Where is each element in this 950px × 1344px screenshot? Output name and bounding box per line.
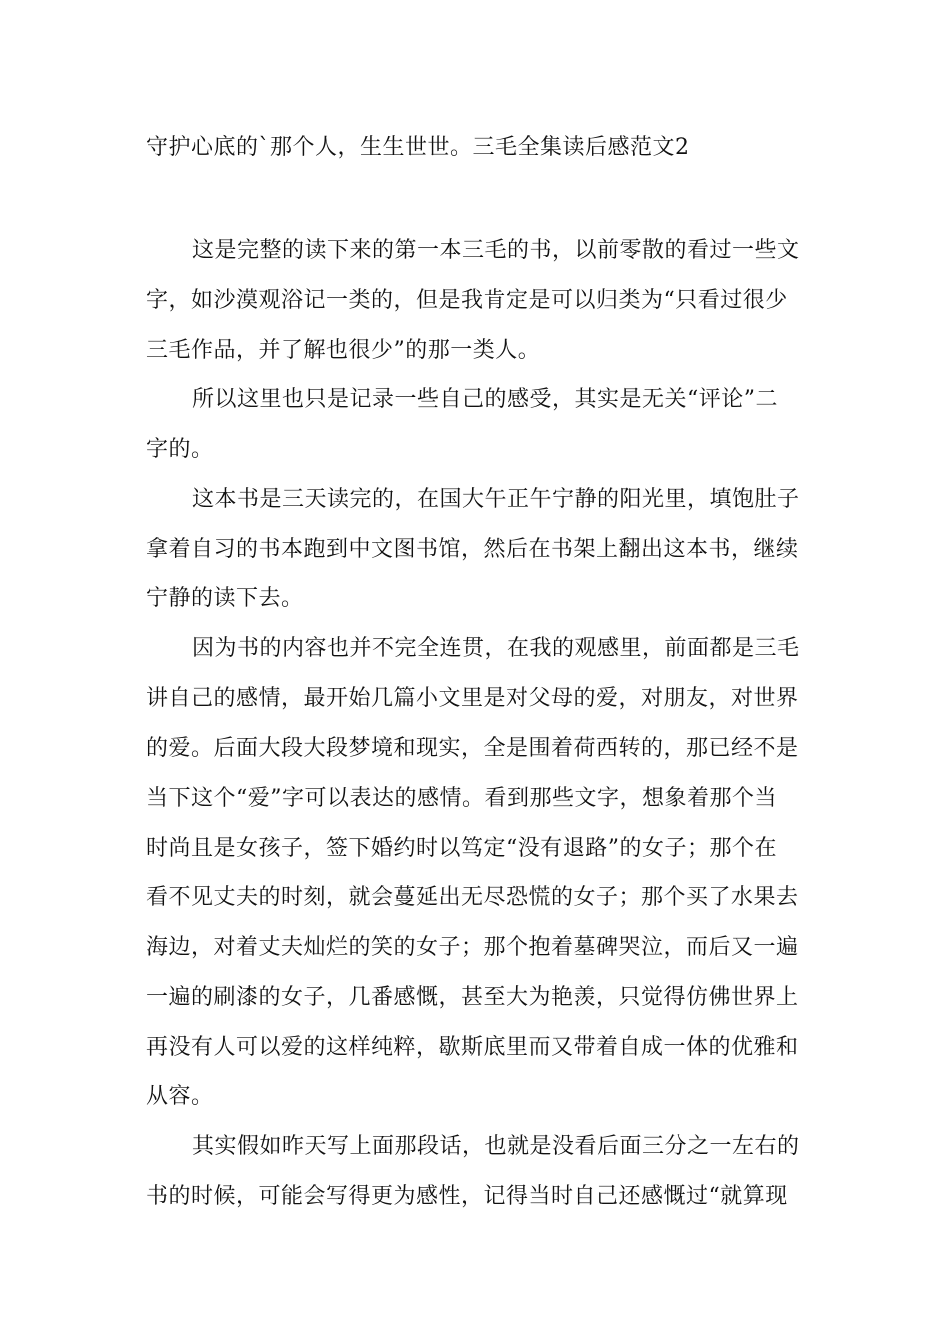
- paragraph-1-line-3: 三毛作品，并了解也很少”的那一类人。: [146, 338, 541, 363]
- paragraph-3-line-1: 这本书是三天读完的，在国大午正午宁静的阳光里，填饱肚子: [192, 487, 800, 512]
- paragraph-5-line-1: 其实假如昨天写上面那段话，也就是没看后面三分之一左右的: [192, 1134, 800, 1159]
- paragraph-2-line-1: 所以这里也只是记录一些自己的感受，其实是无关“评论”二: [192, 387, 778, 412]
- paragraph-4-line-9: 再没有人可以爱的这样纯粹，歇斯底里而又带着自成一体的优雅和: [146, 1035, 799, 1060]
- paragraph-5-line-2: 书的时候，可能会写得更为感性，记得当时自己还感慨过“就算现: [146, 1184, 788, 1209]
- paragraph-4-line-1: 因为书的内容也并不完全连贯，在我的观感里，前面都是三毛: [192, 636, 800, 661]
- paragraph-1-line-1: 这是完整的读下来的第一本三毛的书，以前零散的看过一些文: [192, 238, 800, 263]
- paragraph-4-line-8: 一遍的刷漆的女子，几番感慨，甚至大为艳羡，只觉得仿佛世界上: [146, 985, 799, 1010]
- paragraph-3-line-2: 拿着自习的书本跑到中文图书馆，然后在书架上翻出这本书，继续: [146, 537, 799, 562]
- paragraph-4-line-10: 从容。: [146, 1084, 214, 1109]
- paragraph-2-line-2: 字的。: [146, 437, 214, 462]
- paragraph-4-line-7: 海边，对着丈夫灿烂的笑的女子；那个抱着墓碑哭泣，而后又一遍: [146, 935, 799, 960]
- paragraph-4-line-3: 的爱。后面大段大段梦境和现实，全是围着荷西转的，那已经不是: [146, 736, 799, 761]
- paragraph-4-line-4: 当下这个“爱”字可以表达的感情。看到那些文字，想象着那个当: [146, 786, 777, 811]
- paragraph-3-line-3: 宁静的读下去。: [146, 586, 304, 611]
- heading-line: 守护心底的`那个人，生生世世。三毛全集读后感范文2: [146, 135, 690, 160]
- paragraph-4-line-5: 时尚且是女孩子，签下婚约时以笃定“没有退路”的女子；那个在: [146, 836, 777, 861]
- paragraph-1-line-2: 字，如沙漠观浴记一类的，但是我肯定是可以归类为“只看过很少: [146, 288, 788, 313]
- paragraph-4-line-2: 讲自己的感情，最开始几篇小文里是对父母的爱，对朋友，对世界: [146, 686, 799, 711]
- paragraph-4-line-6: 看不见丈夫的时刻，就会蔓延出无尽恐慌的女子；那个买了水果去: [146, 885, 799, 910]
